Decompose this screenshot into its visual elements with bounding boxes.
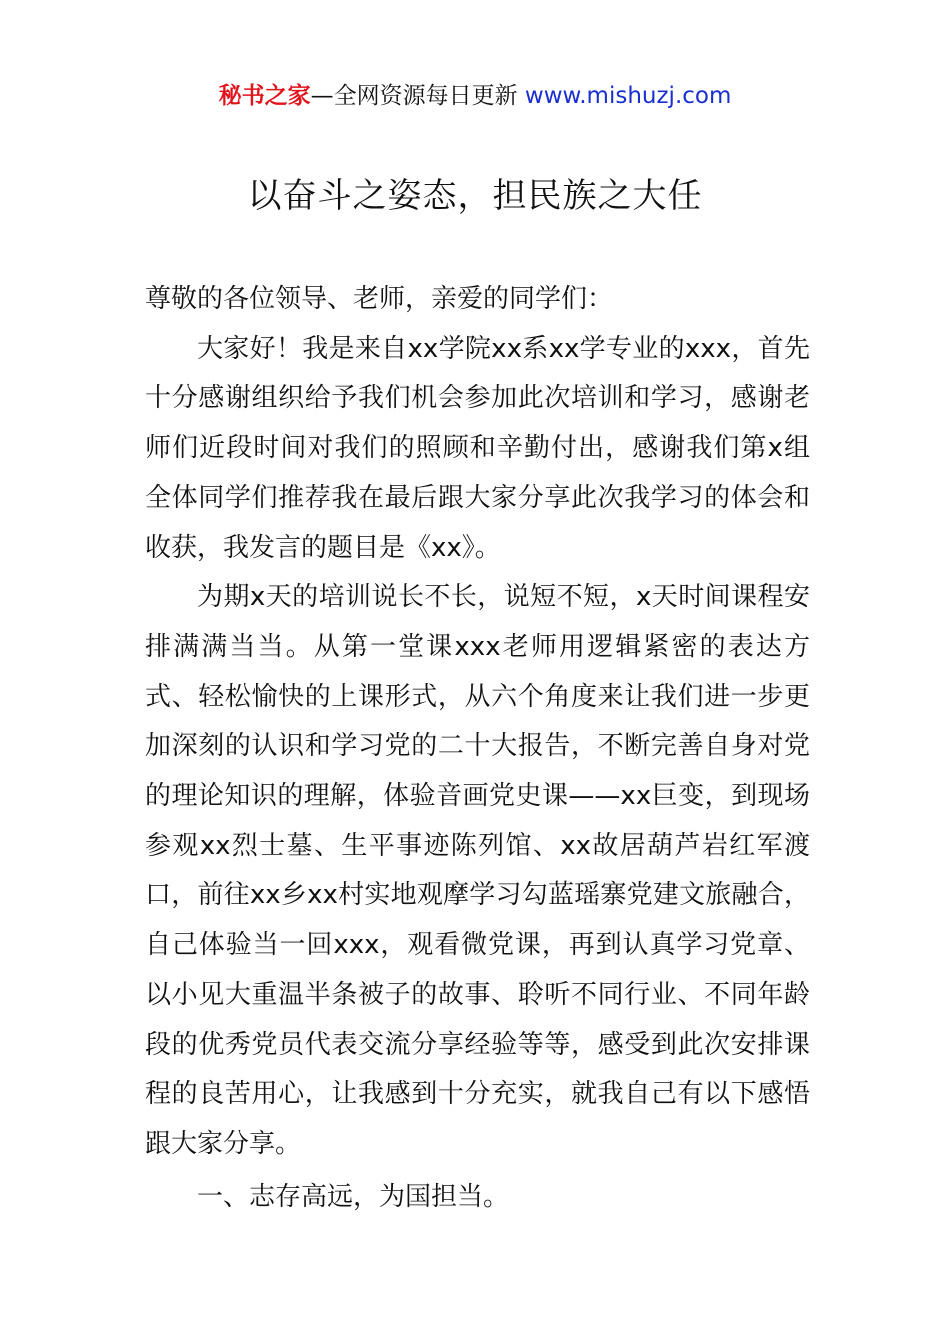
site-name: 秘书之家 (218, 83, 311, 109)
site-header (0, 80, 950, 112)
site-tagline: —全网资源每日更新 (310, 83, 518, 109)
paragraph-2: 为期x天的培训说长不长，说短不短，x天时间课程安排满满当当。从第一堂课xxx老师用逻辑紧密的表达方式、轻松愉快的上课形式，从六个角度来让我们进一步更加深刻的认识和学习党的二十大报告，不断完善自身对党的理论知识的理解，体验音画党史课——xx巨变，到现场参观xx烈士墓、生平事迹陈列馆、xx故居葫芦岩红军渡口，前往xx乡xx村实地观摩学习勾蓝瑶寨党建文旅融合，自己体验当一回xxx，观看微党课，再到认真学习党章、以小见大重温半条被子的故事、聆听不同行业、不同年龄段的优秀党员代表交流分享经验等等，感受到此次安排课程的良苦用心，让我感到十分充实，就我自己有以下感悟跟大家分享。 (145, 582, 810, 1159)
paragraph-1: 大家好！我是来自xx学院xx系xx学专业的xxx，首先十分感谢组织给予我们机会参加此次培训和学习，感谢老师们近段时间对我们的照顾和辛勤付出，感谢我们第x组全体同学们推荐我在最后跟大家分享此次我学习的体会和收获，我发言的题目是《xx》。 (145, 333, 810, 563)
salutation: 尊敬的各位领导、老师，亲爱的同学们： (145, 284, 614, 314)
site-url-link[interactable]: www.mishuzj.com (524, 83, 732, 109)
section-heading: 一、志存高远，为国担当。 (197, 1181, 510, 1212)
document-body (145, 275, 810, 1222)
document-title: 以奋斗之姿态，担民族之大任 (247, 176, 703, 216)
